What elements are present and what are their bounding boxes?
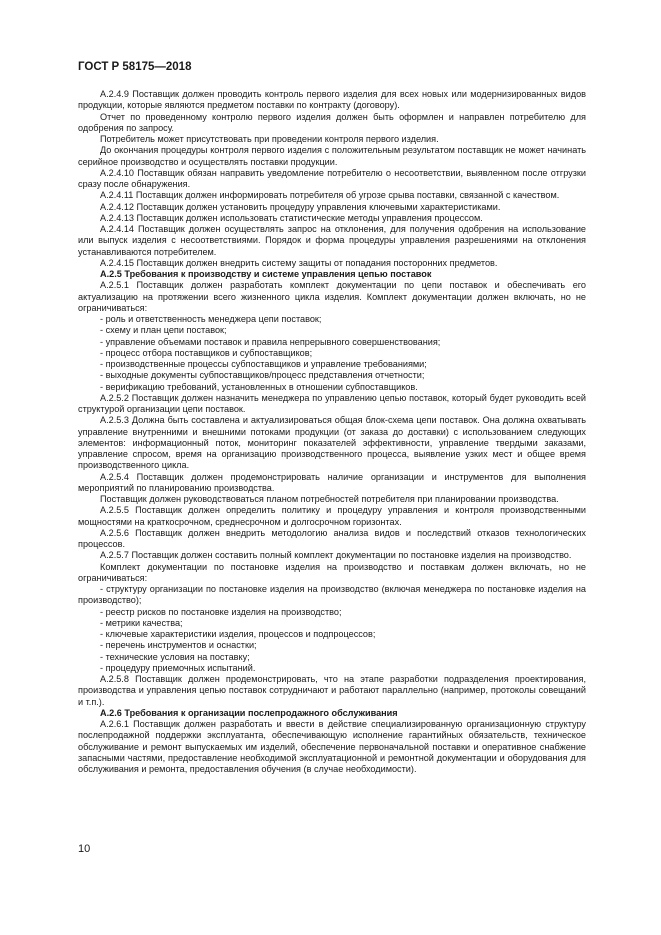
list-item: - управление объемами поставок и правила непрерывного совершенствования;	[100, 336, 441, 347]
list-item: - верификацию требований, установленных в отношении субпоставщиков.	[100, 381, 418, 392]
paragraph: А.2.4.15 Поставщик должен внедрить систему защиты от попадания посторонних предметов.	[100, 257, 498, 268]
list-item: - метрики качества;	[100, 617, 183, 628]
paragraph: А.2.5.3 Должна быть составлена и актуализироваться общая блок-схема цепи поставок. Она должна охватывать управление внутренними и внешними потоками продукции (от заказа до доставки) с использованием следующих элементов: информационный поток, мониторинг показателей эффективности, управление твердыми заказами, управление спросом, время на организацию производственного процесса, выявление узких мест и общее время производственного цикла.	[78, 415, 586, 471]
paragraph: Потребитель может присутствовать при проведении контроля первого изделия.	[100, 134, 439, 144]
paragraph: А.2.4.13 Поставщик должен использовать статистические методы управления процессом.	[100, 212, 483, 223]
paragraph: А.2.5.2 Поставщик должен назначить менеджера по управлению цепью поставок, который будет руководить всей структурой организации цепи поставок.	[78, 392, 586, 414]
paragraph: А.2.6.1 Поставщик должен разработать и ввести в действие специализированную организационную структуру послепродажной поддержки эксплуатанта, обеспечивающую исполнение гарантийных обязательств, техническое обслуживание и ремонт выпускаемых им изделий, обеспечение первоначальной поставки и оперативное снабжение запасными частями, предоставление необходимой эксплуатационной и ремонтной документации и оборудования для обслуживания и ремонта, предоставления обучения (в случае необходимости).	[78, 719, 586, 774]
document-header: ГОСТ Р 58175—2018	[78, 61, 192, 73]
paragraph: А.2.4.14 Поставщик должен осуществлять запрос на отклонения, для получения одобрения на использование или выпуск изделия с несоответствиями. Порядок и форма процедуры управления разрешениями на отклонения устанавливаются потребителем.	[78, 224, 586, 257]
document-body	[78, 89, 586, 775]
list-item: - роль и ответственность менеджера цепи поставок;	[100, 314, 322, 324]
paragraph: А.2.5.1 Поставщик должен разработать комплект документации по цепи поставок и обеспечивать его актуализацию на протяжении всего жизненного цикла изделия. Комплект документации должен включать, но не ограничиваться:	[78, 280, 586, 313]
paragraph: А.2.5.5 Поставщик должен определить политику и процедуру управления и контроля производственными мощностями на краткосрочном, среднесрочном и долгосрочном горизонтах.	[78, 505, 586, 527]
paragraph: А.2.5.6 Поставщик должен внедрить методологию анализа видов и последствий отказов технологических процессов.	[78, 527, 586, 549]
paragraph: Отчет по проведенному контролю первого изделия должен быть оформлен и направлен потребителю для одобрения по запросу.	[78, 111, 586, 133]
list-item: - ключевые характеристики изделия, процессов и подпроцессов;	[100, 629, 376, 639]
paragraph: А.2.5.4 Поставщик должен продемонстрировать наличие организации и инструментов для выполнения мероприятий по планированию производства.	[78, 471, 586, 493]
paragraph: До окончания процедуры контроля первого изделия с положительным результатом поставщик не может начинать серийное производство и осуществлять поставки продукции.	[78, 145, 586, 167]
paragraph: А.2.4.9 Поставщик должен проводить контроль первого изделия для всех новых или модернизированных видов продукции, которые являются предметом поставки по контракту (договору).	[78, 89, 586, 111]
section-heading: А.2.6 Требования к организации послепродажного обслуживания	[100, 707, 398, 718]
paragraph: Комплект документации по постановке изделия на производство и поставкам должен включать, но не ограничиваться:	[78, 561, 586, 583]
list-item: - процесс отбора поставщиков и субпоставщиков;	[100, 347, 313, 358]
list-item: - выходные документы субпоставщиков/процесс представления отчетности;	[100, 370, 425, 381]
list-item: - структуру организации по постановке изделия на производство (включая менеджера по постановке изделия на производство);	[78, 584, 586, 606]
list-item: - процедуру приемочных испытаний.	[100, 662, 256, 673]
list-item: - перечень инструментов и оснастки;	[100, 640, 257, 651]
list-item: - технические условия на поставку;	[100, 651, 250, 662]
list-item: - схему и план цепи поставок;	[100, 325, 227, 336]
list-item: - реестр рисков по постановке изделия на производство;	[100, 606, 342, 617]
section-heading: А.2.5 Требования к производству и системе управления цепью поставок	[100, 269, 432, 279]
paragraph: А.2.5.8 Поставщик должен продемонстрировать, что на этапе разработки подразделения проектирования, производства и управления цепью поставок сотрудничают и работают параллельно (например, протоколы совещаний и т.п.).	[78, 674, 586, 707]
paragraph: Поставщик должен руководствоваться планом потребностей потребителя при планировании производства.	[100, 494, 559, 504]
paragraph: А.2.5.7 Поставщик должен составить полный комплект документации по постановке изделия на производство.	[100, 550, 572, 561]
page-number: 10	[78, 843, 91, 855]
paragraph: А.2.4.11 Поставщик должен информировать потребителя об угрозе срыва поставки, связанной с качеством.	[100, 190, 560, 201]
list-item: - производственные процессы субпоставщиков и управление требованиями;	[100, 359, 427, 369]
paragraph: А.2.4.12 Поставщик должен установить процедуру управления ключевыми характеристиками.	[100, 201, 501, 212]
paragraph: А.2.4.10 Поставщик обязан направить уведомление потребителю о несоответствии, выявленном после отгрузки сразу после обнаружения.	[78, 167, 586, 189]
